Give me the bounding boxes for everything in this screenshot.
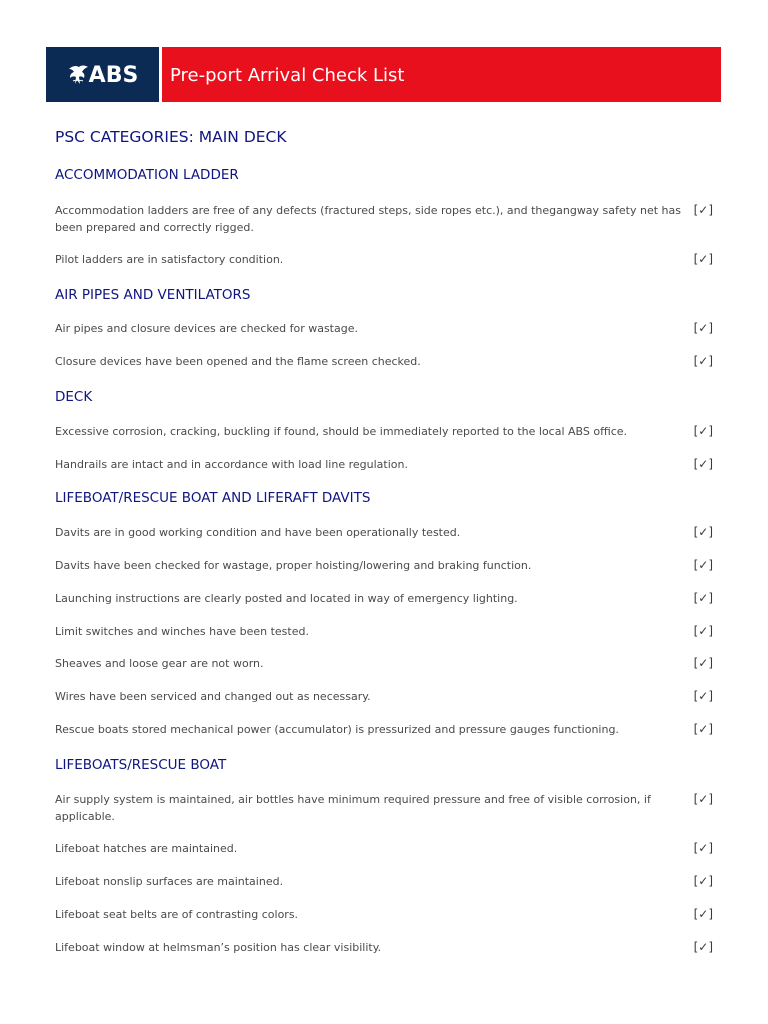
check-mark: [✓] [693,321,713,335]
check-mark: [✓] [693,722,713,736]
check-mark: [✓] [693,907,713,921]
section-heading: DECK [55,389,93,405]
item-text: Wires have been serviced and changed out as necessary. [55,690,371,703]
check-mark: [✓] [693,252,713,266]
item-text: Accommodation ladders are free of any defects (fractured steps, side ropes etc.), and thegangway safety net has been prepared and correctly rigged. [55,204,681,234]
item-text: Excessive corrosion, cracking, buckling if found, should be immediately reported to the local ABS office. [55,425,628,438]
list-item [55,353,715,370]
item-text: Lifeboat hatches are maintained. [55,842,238,855]
item-text: Launching instructions are clearly posted and located in way of emergency lighting. [55,592,518,605]
check-mark: [✓] [693,689,713,703]
logo-mark [67,62,139,87]
check-mark: [✓] [693,656,713,670]
list-item [55,251,715,268]
abs-logo [46,47,159,102]
item-text: Sheaves and loose gear are not worn. [55,657,264,670]
list-item [55,791,715,825]
page-title: Pre-port Arrival Check List [170,65,405,86]
check-mark: [✓] [693,874,713,888]
item-text: Rescue boats stored mechanical power (accumulator) is pressurized and pressure gauges functioning. [55,723,619,736]
list-item [55,423,715,440]
section-heading: AIR PIPES AND VENTILATORS [55,287,251,303]
list-item [55,688,715,705]
page-header [46,47,721,102]
check-mark: [✓] [693,558,713,572]
item-text: Davits are in good working condition and have been operationally tested. [55,526,461,539]
list-item [55,721,715,738]
check-mark: [✓] [693,457,713,471]
list-item [55,320,715,337]
check-mark: [✓] [693,940,713,954]
list-item [55,590,715,607]
title-bar [162,47,721,102]
list-item [55,655,715,672]
check-mark: [✓] [693,354,713,368]
check-mark: [✓] [693,792,713,806]
list-item [55,623,715,640]
section-heading: LIFEBOATS/RESCUE BOAT [55,757,227,773]
item-text: Closure devices have been opened and the flame screen checked. [55,355,421,368]
list-item [55,456,715,473]
item-text: Air pipes and closure devices are checked for wastage. [55,322,358,335]
item-text: Lifeboat nonslip surfaces are maintained. [55,875,284,888]
check-mark: [✓] [693,841,713,855]
item-text: Lifeboat window at helmsman’s position has clear visibility. [55,941,382,954]
list-item [55,202,715,236]
item-text: Lifeboat seat belts are of contrasting colors. [55,908,299,921]
check-mark: [✓] [693,525,713,539]
list-item [55,906,715,923]
check-mark: [✓] [693,203,713,217]
list-item [55,873,715,890]
section-heading: ACCOMMODATION LADDER [55,167,239,183]
item-text: Air supply system is maintained, air bottles have minimum required pressure and free of visible corrosion, if applicable. [55,793,651,823]
item-text: Handrails are intact and in accordance with load line regulation. [55,458,408,471]
list-item [55,939,715,956]
logo-text: ABS [88,63,139,88]
item-text: Limit switches and winches have been tested. [55,625,309,638]
check-mark: [✓] [693,624,713,638]
list-item [55,557,715,574]
main-heading: PSC CATEGORIES: MAIN DECK [55,128,287,146]
item-text: Davits have been checked for wastage, proper hoisting/lowering and braking function. [55,559,532,572]
check-mark: [✓] [693,424,713,438]
eagle-icon [67,63,89,87]
list-item [55,840,715,857]
item-text: Pilot ladders are in satisfactory condition. [55,253,284,266]
section-heading: LIFEBOAT/RESCUE BOAT AND LIFERAFT DAVITS [55,490,371,506]
check-mark: [✓] [693,591,713,605]
list-item [55,524,715,541]
